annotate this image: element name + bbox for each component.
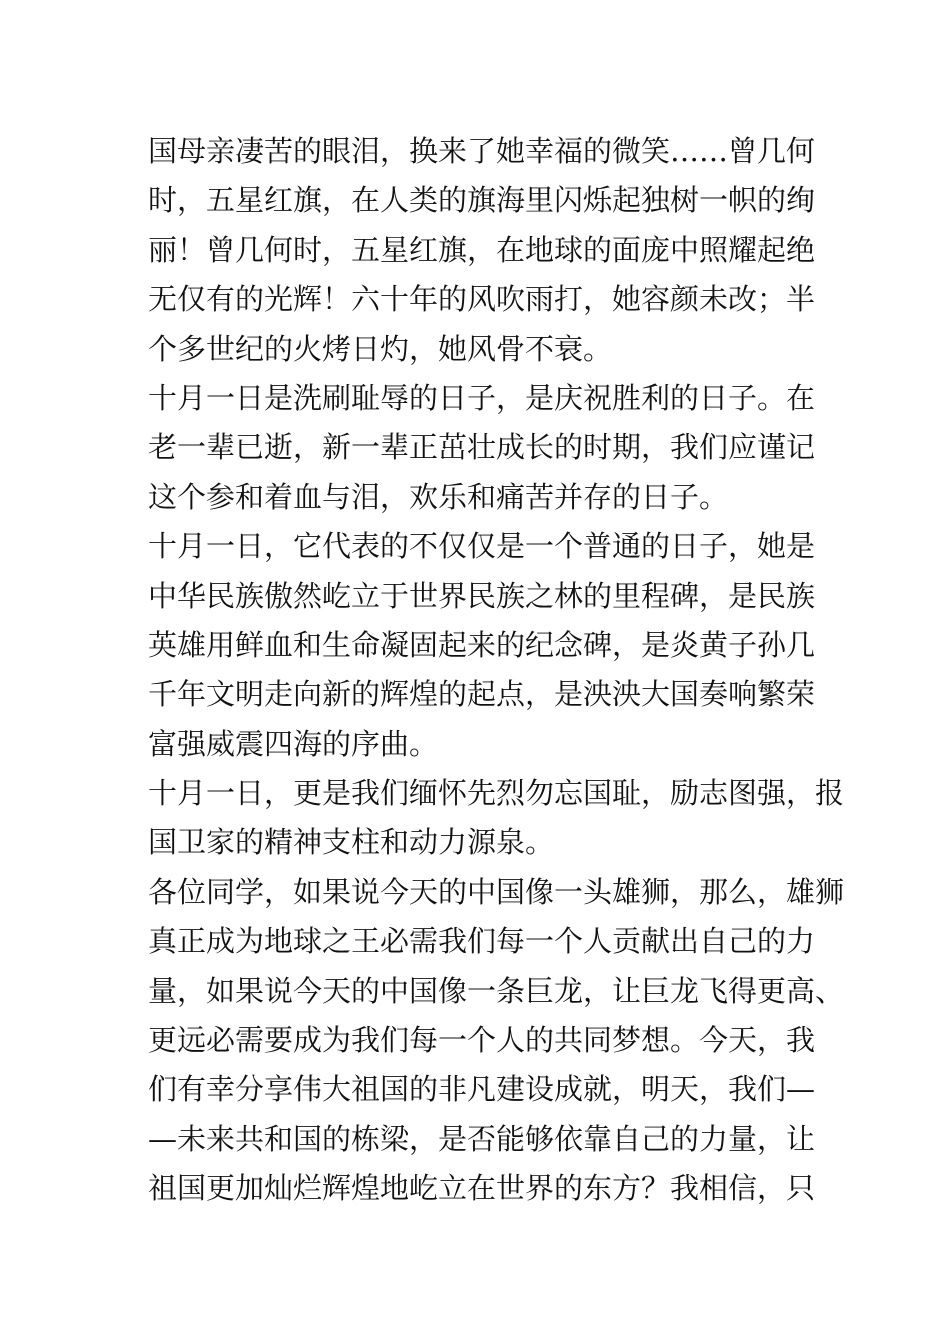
text-line: 国卫家的精神支柱和动力源泉。 xyxy=(148,825,555,860)
text-line: 真正成为地球之王必需我们每一个人贡献出自己的力 xyxy=(148,924,816,959)
text-line: 时，五星红旗，在人类的旗海里闪烁起独树一帜的绚 xyxy=(148,183,816,218)
text-line: 富强威震四海的序曲。 xyxy=(148,726,439,761)
text-line: 英雄用鲜血和生命凝固起来的纪念碑，是炎黄子孙几 xyxy=(148,627,816,662)
text-line: 们有幸分享伟大祖国的非凡建设成就，明天，我们— xyxy=(148,1072,816,1107)
text-line: 十月一日，更是我们缅怀先烈勿忘国耻，励志图强，报 xyxy=(148,776,845,811)
text-line: 更远必需要成为我们每一个人的共同梦想。今天，我 xyxy=(148,1023,816,1058)
text-line: 丽！曾几何时，五星红旗，在地球的面庞中照耀起绝 xyxy=(148,232,816,267)
body-text xyxy=(148,127,845,1214)
text-line: 老一辈已逝，新一辈正茁壮成长的时期，我们应谨记 xyxy=(148,430,816,465)
text-line: 国母亲凄苦的眼泪，换来了她幸福的微笑……曾几何 xyxy=(148,134,816,168)
text-line: 量，如果说今天的中国像一条巨龙，让巨龙飞得更高、 xyxy=(148,973,845,1008)
text-line: 中华民族傲然屹立于世界民族之林的里程碑，是民族 xyxy=(148,578,816,613)
text-line: 各位同学，如果说今天的中国像一头雄狮，那么，雄狮 xyxy=(148,874,845,909)
text-line: —未来共和国的栋梁，是否能够依靠自己的力量，让 xyxy=(148,1121,816,1156)
text-line: 祖国更加灿烂辉煌地屹立在世界的东方？我相信，只 xyxy=(148,1171,816,1206)
text-line: 千年文明走向新的辉煌的起点，是泱泱大国奏响繁荣 xyxy=(148,677,816,712)
text-line: 无仅有的光辉！六十年的风吹雨打，她容颜未改；半 xyxy=(148,282,816,317)
text-line: 个多世纪的火烤日灼，她风骨不衰。 xyxy=(148,331,613,366)
text-line: 十月一日，它代表的不仅仅是一个普通的日子，她是 xyxy=(148,529,816,564)
text-line: 这个参和着血与泪，欢乐和痛苦并存的日子。 xyxy=(148,479,729,514)
text-line: 十月一日是洗刷耻辱的日子，是庆祝胜利的日子。在 xyxy=(148,380,816,415)
